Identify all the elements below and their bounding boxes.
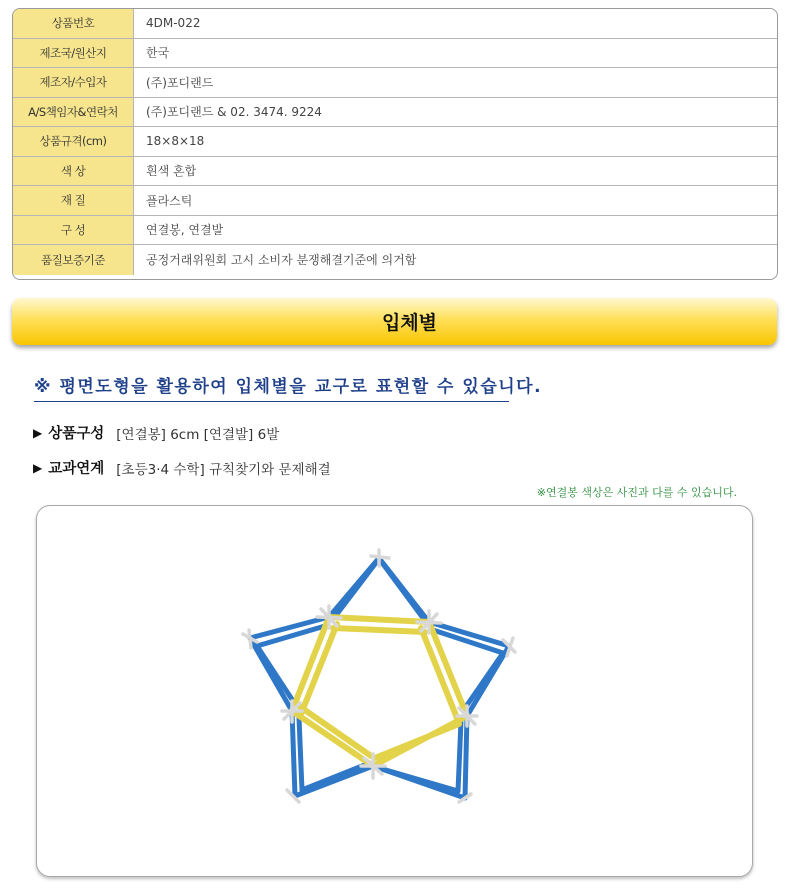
product-spec-table [12, 8, 778, 280]
spec-value: 18×8×18 [146, 134, 205, 149]
triangle-bullet-icon: ▶ [33, 460, 43, 475]
spec-row-size [13, 127, 777, 157]
spec-label: 상품번호 [13, 9, 134, 38]
spec-label: A/S책임자&연락처 [13, 98, 134, 127]
info-value: [초등3·4 수학] 규칙찾기와 문제해결 [116, 461, 331, 478]
triangle-bullet-icon: ▶ [33, 425, 43, 440]
info-row-composition [33, 422, 279, 443]
spec-label: 품질보증기준 [13, 245, 134, 275]
spec-value: 공정거래위원회 고시 소비자 분쟁해결기준에 의거함 [146, 253, 417, 268]
spec-label: 상품규격(cm) [13, 127, 134, 156]
spec-label: 색 상 [13, 157, 134, 186]
spec-row-composition [13, 216, 777, 246]
spec-row-as-contact [13, 98, 777, 128]
spec-value: 연결봉, 연결발 [146, 223, 224, 238]
spec-row-product-number [13, 9, 777, 39]
spec-value: 플라스틱 [146, 193, 193, 208]
spec-value: (주)포디랜드 [146, 75, 214, 90]
spec-row-warranty [13, 245, 777, 275]
info-row-curriculum [33, 457, 331, 478]
spec-row-manufacturer [13, 68, 777, 98]
spec-row-color [13, 157, 777, 187]
info-value: [연결봉] 6cm [연결발] 6발 [116, 426, 280, 443]
spec-value: 4DM-022 [146, 16, 201, 31]
section-subtitle: ※ 평면도형을 활용하여 입체별을 교구로 표현할 수 있습니다. [34, 377, 543, 397]
color-disclaimer-note: ※연결봉 색상은 사진과 다를 수 있습니다. [536, 486, 737, 499]
spec-label: 제조국/원산지 [13, 39, 134, 68]
subtitle-underline [34, 401, 509, 402]
spec-label: 재 질 [13, 186, 134, 215]
product-photo [36, 505, 753, 877]
spec-value: 흰색 혼합 [146, 164, 197, 179]
spec-value: 한국 [146, 46, 170, 61]
spec-label: 구 성 [13, 216, 134, 245]
spec-row-origin [13, 39, 777, 69]
info-key: 상품구성 [48, 426, 105, 442]
info-key: 교과연계 [48, 461, 105, 477]
spec-value: (주)포디랜드 & 02. 3474. 9224 [146, 105, 322, 120]
section-banner [12, 298, 777, 345]
spec-label: 제조자/수입자 [13, 68, 134, 97]
spec-row-material [13, 186, 777, 216]
section-title: 입체별 [381, 312, 438, 334]
star-model-image [37, 506, 752, 876]
